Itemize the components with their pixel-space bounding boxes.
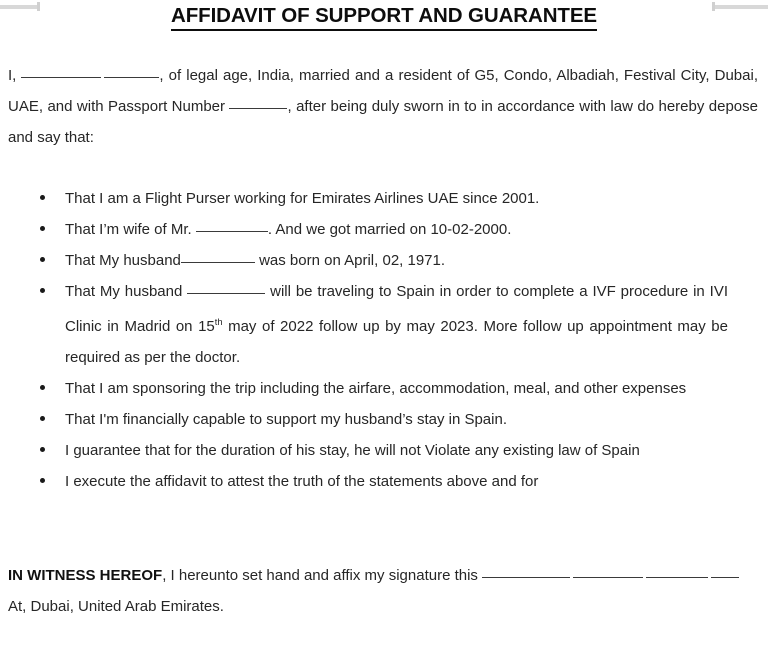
location-line: At, Dubai, United Arab Emirates.: [8, 598, 224, 615]
document-title-text: AFFIDAVIT OF SUPPORT AND GUARANTEE: [171, 4, 597, 31]
statement-travel-text-2: will be traveling to Spain in order to complete a IVF procedure in IVI Clinic in Madrid on 15: [65, 283, 728, 335]
bullet-icon: [40, 257, 45, 262]
intro-text-segment-2: , of legal age, India, married and a resident of G5, Condo, Albadiah, Festival City, Dubai, UAE, and with Passport Number: [8, 67, 758, 115]
intro-paragraph: [8, 60, 758, 153]
intro-text-segment-3: , after being duly sworn in to in accordance with law do hereby depose and say that:: [8, 98, 758, 146]
statement-spouse: [0, 214, 768, 245]
statement-husband-birth-text-2: was born on April, 02, 1971.: [259, 252, 446, 269]
signature-date-blank-b[interactable]: [573, 566, 643, 578]
witness-line-text: , I hereunto set hand and affix my signature this: [162, 567, 478, 584]
husband-name-blank-3[interactable]: [187, 282, 265, 294]
bullet-icon: [40, 195, 45, 200]
statement-execution: [0, 466, 768, 497]
witness-line: [8, 560, 758, 591]
affiant-name-blank-b[interactable]: [104, 66, 159, 78]
bullet-icon: [40, 416, 45, 421]
signature-date-blank-a[interactable]: [482, 566, 570, 578]
closing-block: [0, 560, 768, 622]
passport-number-blank[interactable]: [229, 97, 287, 109]
date-ordinal-suffix: th: [214, 317, 223, 327]
statement-guarantee: [0, 435, 768, 466]
intro-text-segment-1: I,: [8, 67, 17, 84]
statement-husband-birth-text-1: That My husband: [65, 252, 181, 269]
statement-occupation: [0, 183, 768, 214]
bullet-icon: [40, 385, 45, 390]
document-title: [0, 0, 768, 28]
bullet-icon: [40, 478, 45, 483]
statement-husband-birth: [0, 245, 768, 276]
statement-guarantee-text: I guarantee that for the duration of his stay, he will not Violate any existing law of Spain: [65, 442, 640, 459]
statement-occupation-text: That I am a Flight Purser working for Emirates Airlines UAE since 2001.: [65, 190, 540, 207]
statement-spouse-text-1: That I’m wife of Mr.: [65, 221, 192, 238]
husband-name-blank-1[interactable]: [196, 220, 268, 232]
witness-heading: IN WITNESS HEREOF: [8, 567, 163, 584]
bullet-icon: [40, 447, 45, 452]
statement-sponsorship-text: That I am sponsoring the trip including the airfare, accommodation, meal, and other expenses: [65, 380, 687, 397]
statement-travel-text-3: may of 2022 follow up by may 2023. More follow up appointment may be required as per the doctor.: [65, 318, 728, 366]
signature-date-blank-d[interactable]: [711, 566, 739, 578]
signature-date-blank-c[interactable]: [646, 566, 708, 578]
statement-execution-text: I execute the affidavit to attest the truth of the statements above and for: [65, 473, 539, 490]
page-margin-mark-left: [0, 5, 40, 9]
statement-financial: [0, 404, 768, 435]
statement-spouse-text-2: . And we got married on 10-02-2000.: [267, 221, 512, 238]
statement-travel-text-1: That My husband: [65, 283, 183, 300]
husband-name-blank-2[interactable]: [181, 251, 255, 263]
bullet-icon: [40, 226, 45, 231]
statement-travel: [0, 276, 768, 373]
statement-sponsorship: [0, 373, 768, 404]
bullet-icon: [40, 288, 45, 293]
statement-financial-text: That I'm financially capable to support my husband’s stay in Spain.: [65, 411, 507, 428]
affiant-name-blank-a[interactable]: [21, 66, 101, 78]
page-margin-mark-right: [712, 5, 768, 9]
statements-list: [0, 183, 768, 497]
intro-paragraph-block: [0, 60, 768, 153]
